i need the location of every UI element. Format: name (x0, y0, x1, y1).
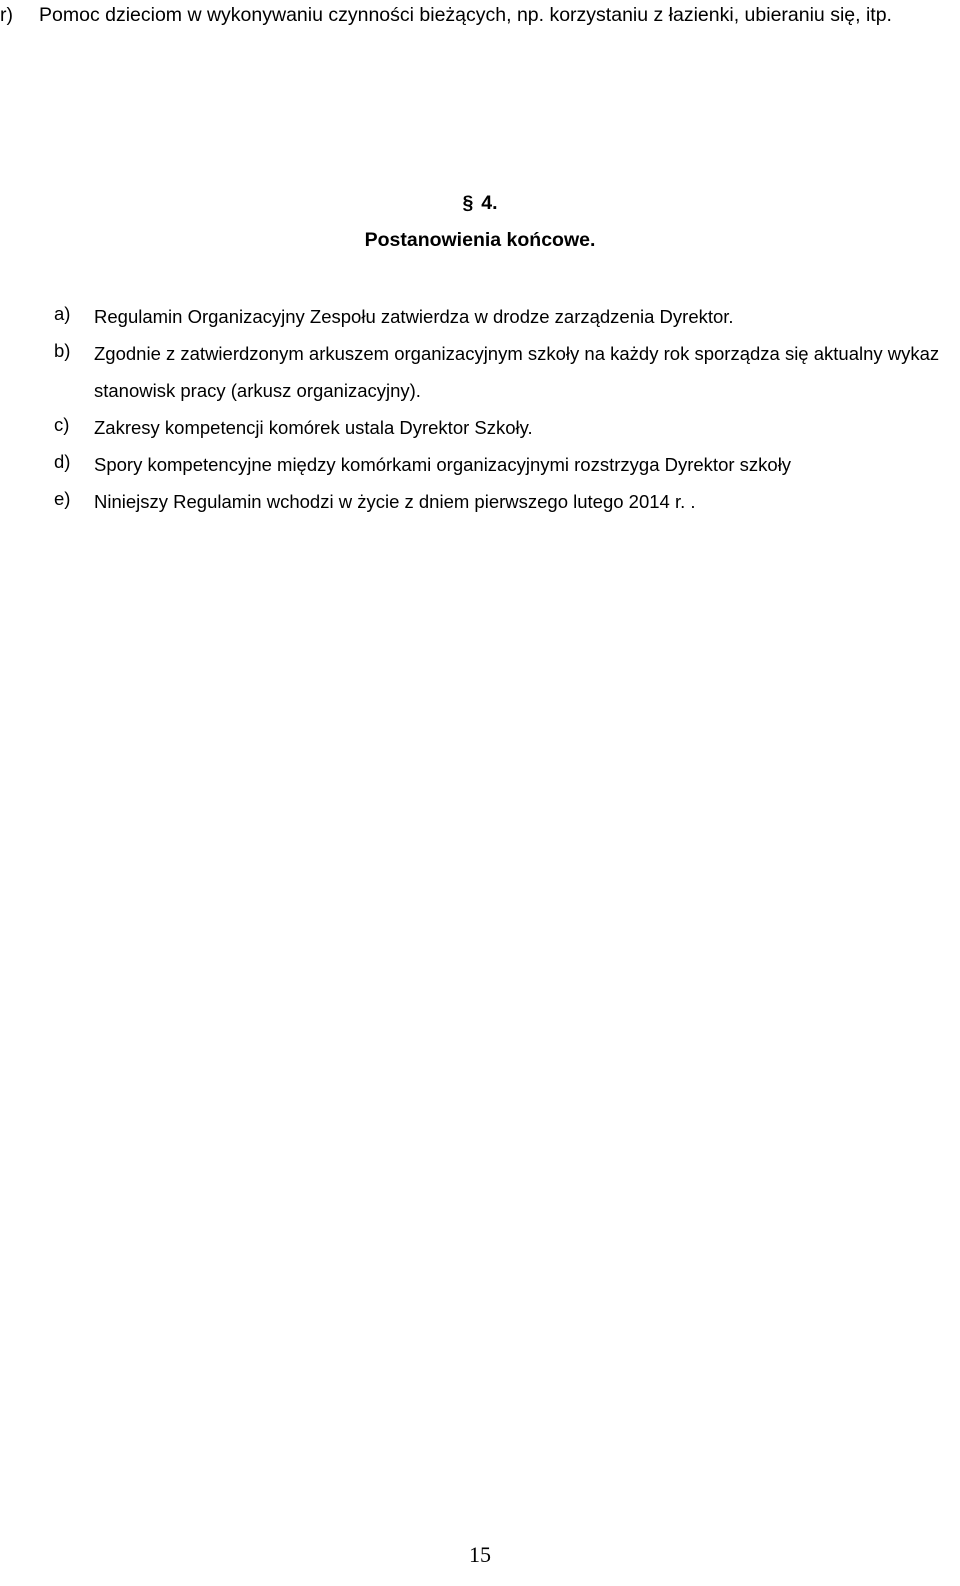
list-marker: a) (54, 303, 71, 324)
final-provisions-list (0, 298, 960, 520)
section-symbol: § (462, 192, 474, 214)
list-item-text: Regulamin Organizacyjny Zespołu zatwierdza w drodze zarządzenia Dyrektor. (94, 306, 734, 327)
list-marker: c) (54, 414, 70, 435)
page-number: 15 (469, 1542, 491, 1567)
list-item-d (0, 446, 960, 483)
list-item-text: Niniejszy Regulamin wchodzi w życie z dniem pierwszego lutego 2014 r. . (94, 491, 696, 512)
list-marker: d) (54, 451, 71, 472)
list-item-text: Zakresy kompetencji komórek ustala Dyrektor Szkoły. (94, 417, 533, 438)
list-item-text: Spory kompetencyjne między komórkami organizacyjnymi rozstrzyga Dyrektor szkoły (94, 454, 792, 475)
list-marker: r) (0, 4, 13, 26)
list-item-b (0, 335, 960, 409)
list-item-text: Zgodnie z zatwierdzonym arkuszem organizacyjnym szkoły na każdy rok sporządza się aktualny wykaz stanowisk pracy (arkusz organizacyjny). (94, 343, 940, 401)
list-item-c (0, 409, 960, 446)
list-item-text: Pomoc dzieciom w wykonywaniu czynności bieżących, np. korzystaniu z łazienki, ubieraniu się, itp. (39, 4, 892, 26)
list-item-a (0, 298, 960, 335)
list-marker: e) (54, 488, 71, 509)
list-item-e (0, 483, 960, 520)
list-marker: b) (54, 340, 71, 361)
section-number-text: 4. (481, 192, 498, 214)
section-number (0, 188, 960, 218)
section-title: Postanowienia końcowe. (364, 229, 596, 251)
